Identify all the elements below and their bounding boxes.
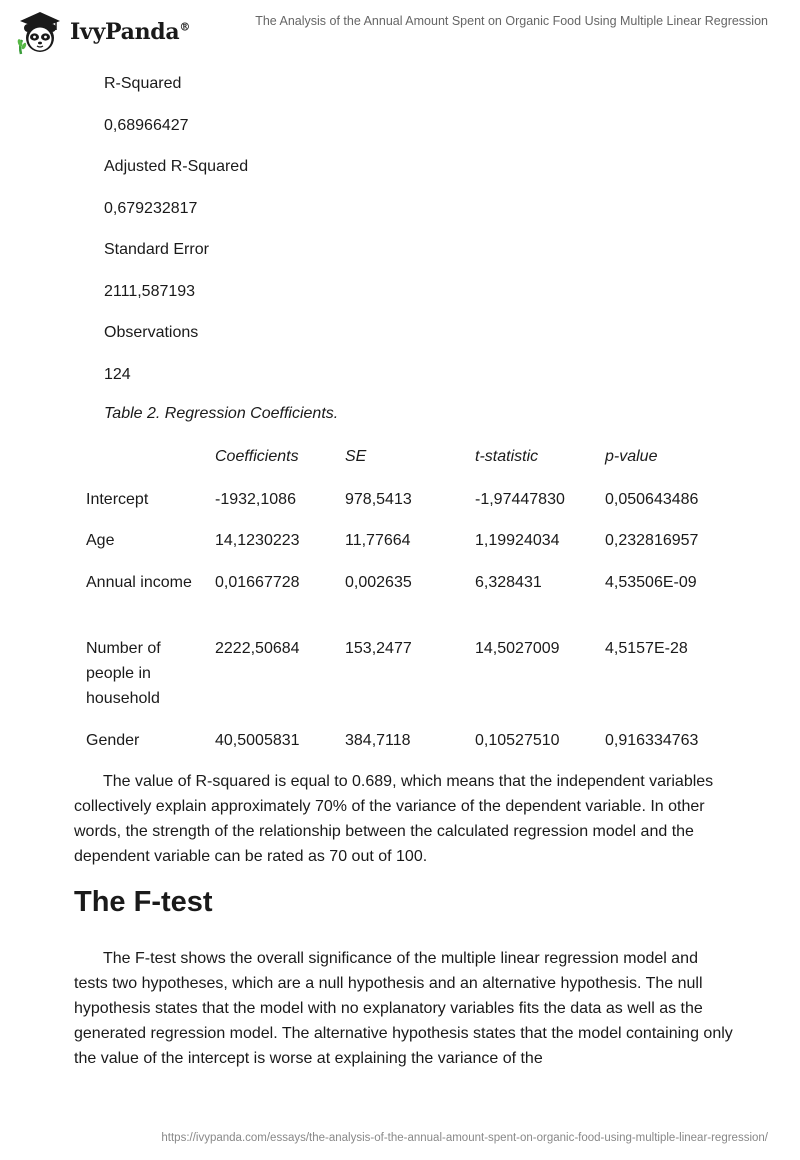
stat-label: Adjusted R-Squared — [104, 158, 249, 175]
stat-value: 0,679232817 — [104, 200, 198, 217]
stat-value: 0,68966427 — [104, 117, 189, 134]
body-paragraph: The F-test shows the overall significance of the multiple linear regression model and tests two hypotheses, which are a null hypothesis and an alternative hypothesis. The null hypothesis states that the model with no explanatory variables fits the data as well as the generated regression model. The alternative hypothesis states that the model containing only the value of the intercept is worse at explaining the variance of the — [74, 950, 733, 1067]
table-cell: 0,10527510 — [475, 732, 560, 749]
document-title: The Analysis of the Annual Amount Spent on Organic Food Using Multiple Linear Regression — [255, 14, 768, 28]
table-cell: 0,232816957 — [605, 532, 699, 549]
stat-label: R-Squared — [104, 75, 182, 92]
table-cell: 0,916334763 — [605, 732, 699, 749]
page-header — [0, 0, 800, 60]
table-cell: 6,328431 — [475, 574, 542, 591]
brand-name: IvyPanda® — [70, 19, 191, 45]
row-label: Age — [86, 532, 115, 549]
table-cell: 0,002635 — [345, 574, 412, 591]
row-label: Annual income — [86, 574, 192, 591]
table-cell: 2222,50684 — [215, 640, 300, 657]
table-cell: 153,2477 — [345, 640, 412, 657]
stat-value: 124 — [104, 366, 131, 383]
table-cell: 14,1230223 — [215, 532, 300, 549]
row-label: Intercept — [86, 491, 149, 508]
table-cell: 384,7118 — [345, 732, 411, 749]
table-caption: Table 2. Regression Coefficients. — [104, 405, 339, 422]
column-header: t-statistic — [475, 448, 539, 465]
table-cell: 978,5413 — [345, 491, 412, 508]
table-cell: -1932,1086 — [215, 491, 296, 508]
ivypanda-logo[interactable] — [16, 8, 216, 56]
row-label: Number of people in household — [86, 640, 161, 707]
column-header: p-value — [605, 448, 658, 465]
panda-graduate-icon — [16, 8, 64, 56]
source-url-link[interactable]: https://ivypanda.com/essays/the-analysis-of-the-annual-amount-spent-on-organic-food-using-multiple-linear-regression/ — [161, 1132, 768, 1144]
section-heading: The F-test — [74, 886, 213, 918]
table-cell: 4,5157E-28 — [605, 640, 688, 657]
body-paragraph: The value of R-squared is equal to 0.689, which means that the independent variables collectively explain approximately 70% of the variance of the dependent variable. In other words, the strength of the relationship between the calculated regression model and the dependent variable can be rated as 70 out of 100. — [74, 773, 714, 865]
row-label: Gender — [86, 732, 140, 749]
table-cell: 4,53506E-09 — [605, 574, 697, 591]
stat-value: 2111,587193 — [104, 283, 196, 300]
stat-label: Standard Error — [104, 241, 209, 258]
table-cell: 40,5005831 — [215, 732, 300, 749]
table-cell: 1,19924034 — [475, 532, 560, 549]
column-header: Coefficients — [215, 448, 299, 465]
table-cell: 14,5027009 — [475, 640, 560, 657]
table-cell: 0,050643486 — [605, 491, 699, 508]
stat-label: Observations — [104, 324, 199, 341]
table-cell: 11,77664 — [345, 532, 411, 549]
table-cell: -1,97447830 — [475, 491, 565, 508]
column-header: SE — [345, 448, 367, 465]
table-cell: 0,01667728 — [215, 574, 300, 591]
